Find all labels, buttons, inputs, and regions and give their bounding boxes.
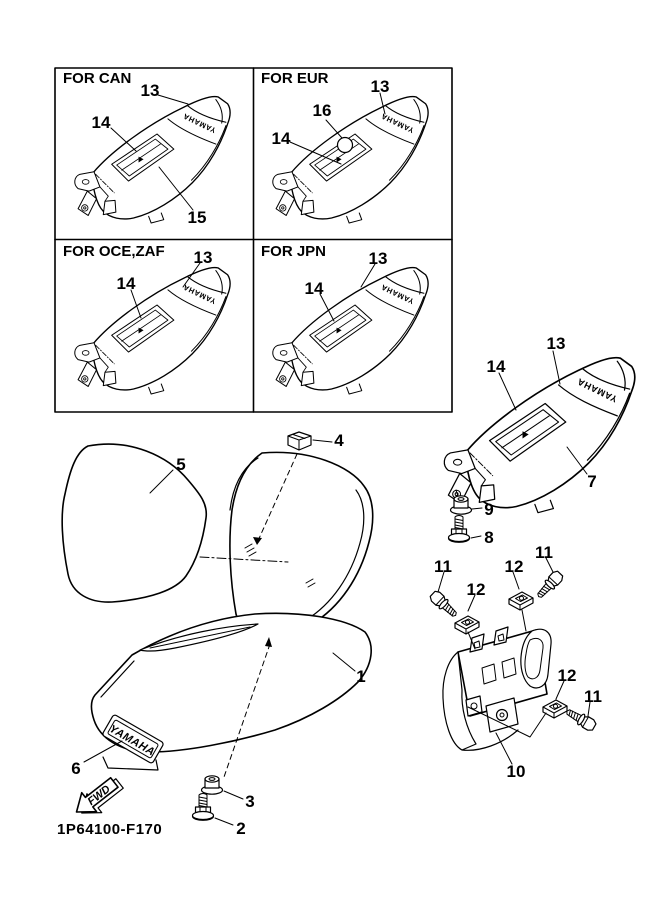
callout-14: 14 xyxy=(304,279,324,298)
front-fender-assembly xyxy=(71,613,371,838)
callout-3: 3 xyxy=(245,792,255,811)
clip-nut-drawing-part12-b xyxy=(509,592,533,610)
callout-14: 14 xyxy=(116,274,136,293)
bolt-drawing-part11-b xyxy=(534,570,564,601)
callout-13: 13 xyxy=(140,81,160,100)
callout-5: 5 xyxy=(176,455,186,474)
emblem-circle-part16 xyxy=(338,138,353,153)
panel-title-for-eur: FOR EUR xyxy=(261,70,329,87)
front-panel-part xyxy=(230,452,373,630)
callout-6: 6 xyxy=(71,759,81,778)
callout-15: 15 xyxy=(187,208,207,227)
well-nut-drawing-part3 xyxy=(202,776,223,794)
callout-12: 12 xyxy=(466,580,486,599)
callout-14: 14 xyxy=(91,113,111,132)
bracket-drawing-part10 xyxy=(443,627,551,750)
fwd-arrow xyxy=(69,771,127,825)
callout-12: 12 xyxy=(504,557,524,576)
callout-13: 13 xyxy=(546,334,566,353)
fwd-arrow-label: FWD xyxy=(85,783,113,808)
callout-4: 4 xyxy=(334,431,344,450)
callout-13: 13 xyxy=(193,248,213,267)
variant-grid xyxy=(55,68,452,412)
bracket-assembly xyxy=(429,543,602,781)
well-nut-drawing-part4 xyxy=(288,432,311,450)
panel-title-for-oce-zaf: FOR OCE,ZAF xyxy=(63,243,165,260)
callout-13: 13 xyxy=(370,77,390,96)
callout-8: 8 xyxy=(484,528,494,547)
callout-12: 12 xyxy=(557,666,577,685)
callout-11: 11 xyxy=(434,557,452,576)
front-panel-assembly xyxy=(62,431,373,631)
callout-2: 2 xyxy=(236,819,246,838)
bolt-drawing-part8 xyxy=(449,516,470,543)
diagram-canvas: YAMAHA FOR CAN FOR EUR FOR OCE,ZAF FOR JPN 13 14 15 13 16 14 13 14 13 14 13 14 7 9 8 4 5 YAMAHA 1 6 3 2 11 12 12 11 12 11 10 FWD 1P64100-F170 xyxy=(0,0,661,913)
callout-1: 1 xyxy=(356,667,366,686)
rear-cover-assembly xyxy=(444,334,634,547)
bolt-drawing-part11-c xyxy=(564,706,597,732)
callout-16: 16 xyxy=(312,101,332,120)
callout-11: 11 xyxy=(535,543,553,562)
part-number: 1P64100-F170 xyxy=(57,821,163,838)
callout-11: 11 xyxy=(584,687,602,706)
callout-7: 7 xyxy=(587,472,597,491)
panel-title-for-can: FOR CAN xyxy=(63,70,132,87)
clip-nut-drawing-part12-c xyxy=(543,700,567,718)
callout-14: 14 xyxy=(486,357,506,376)
well-nut-drawing-part9 xyxy=(451,496,472,514)
callout-9: 9 xyxy=(484,500,494,519)
callout-14: 14 xyxy=(271,129,291,148)
panel-title-for-jpn: FOR JPN xyxy=(261,243,327,260)
seat-cowling-drawing-oce xyxy=(75,268,230,394)
callout-10: 10 xyxy=(506,762,526,781)
seat-cowling-drawing-eur xyxy=(273,97,428,223)
bolt-drawing-part2 xyxy=(193,794,214,821)
fender-brand-text: YAMAHA xyxy=(107,722,157,759)
seat-cowling-drawing-main xyxy=(444,358,634,513)
seat-cowling-drawing-jpn xyxy=(273,268,428,394)
leader-line xyxy=(313,440,332,442)
bolt-drawing-part11-a xyxy=(429,590,460,620)
callout-13: 13 xyxy=(368,249,388,268)
clip-nut-drawing-part12-a xyxy=(455,616,479,634)
